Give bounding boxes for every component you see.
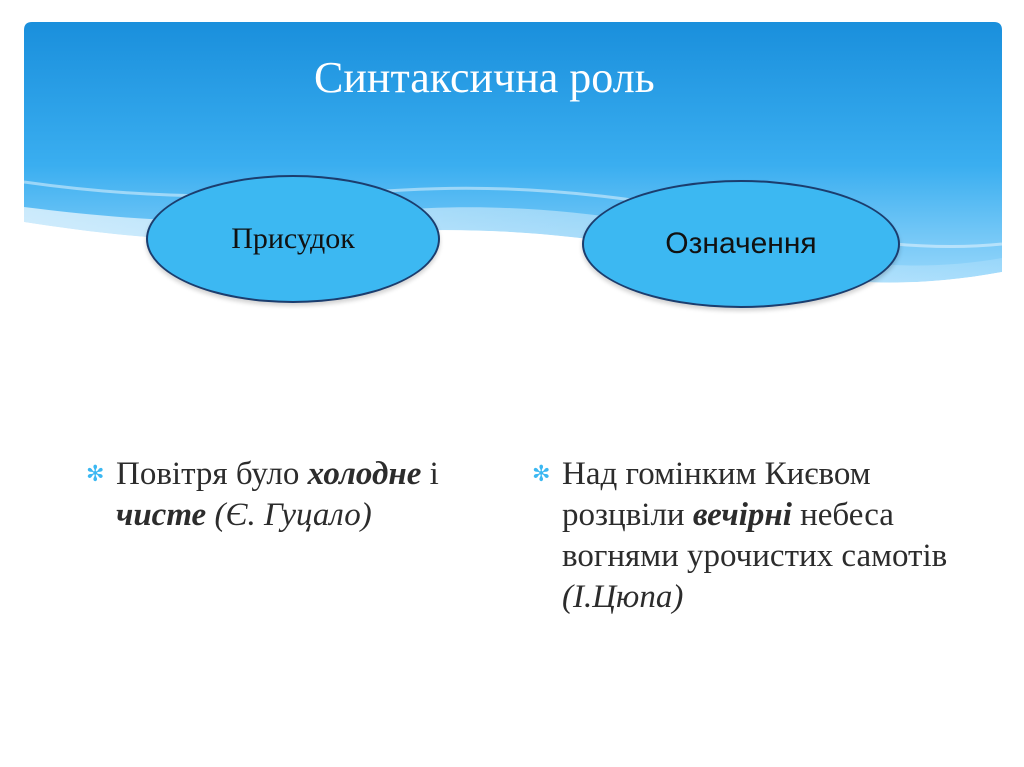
example-text-left	[116, 454, 526, 536]
example-right-part-1: Над гомінким Києвом розцвіли	[562, 456, 871, 533]
example-left-source: (Є. Гуцало)	[206, 497, 372, 533]
example-left-part-1: Повітря було	[116, 456, 308, 492]
asterisk-bullet-icon: ✻	[86, 462, 105, 487]
role-ellipse-predicate	[146, 175, 440, 303]
example-right-source: (І.Цюпа)	[562, 579, 684, 615]
example-left-part-3: і	[421, 456, 439, 492]
role-label-attribute: Означення	[665, 227, 817, 260]
example-right-part-3: небеса вогнями урочистих самотів	[562, 497, 948, 574]
example-left-emphasis-2: чисте	[116, 497, 207, 533]
example-right	[532, 454, 992, 618]
role-ellipse-attribute	[582, 180, 900, 308]
asterisk-bullet-icon: ✻	[532, 462, 551, 487]
slide-title: Синтаксична роль	[314, 53, 655, 102]
example-text-right	[562, 454, 992, 618]
example-left-emphasis-1: холодне	[307, 456, 422, 492]
role-label-predicate: Присудок	[231, 222, 355, 255]
example-right-emphasis: вечірні	[692, 497, 792, 533]
example-left	[86, 454, 526, 536]
